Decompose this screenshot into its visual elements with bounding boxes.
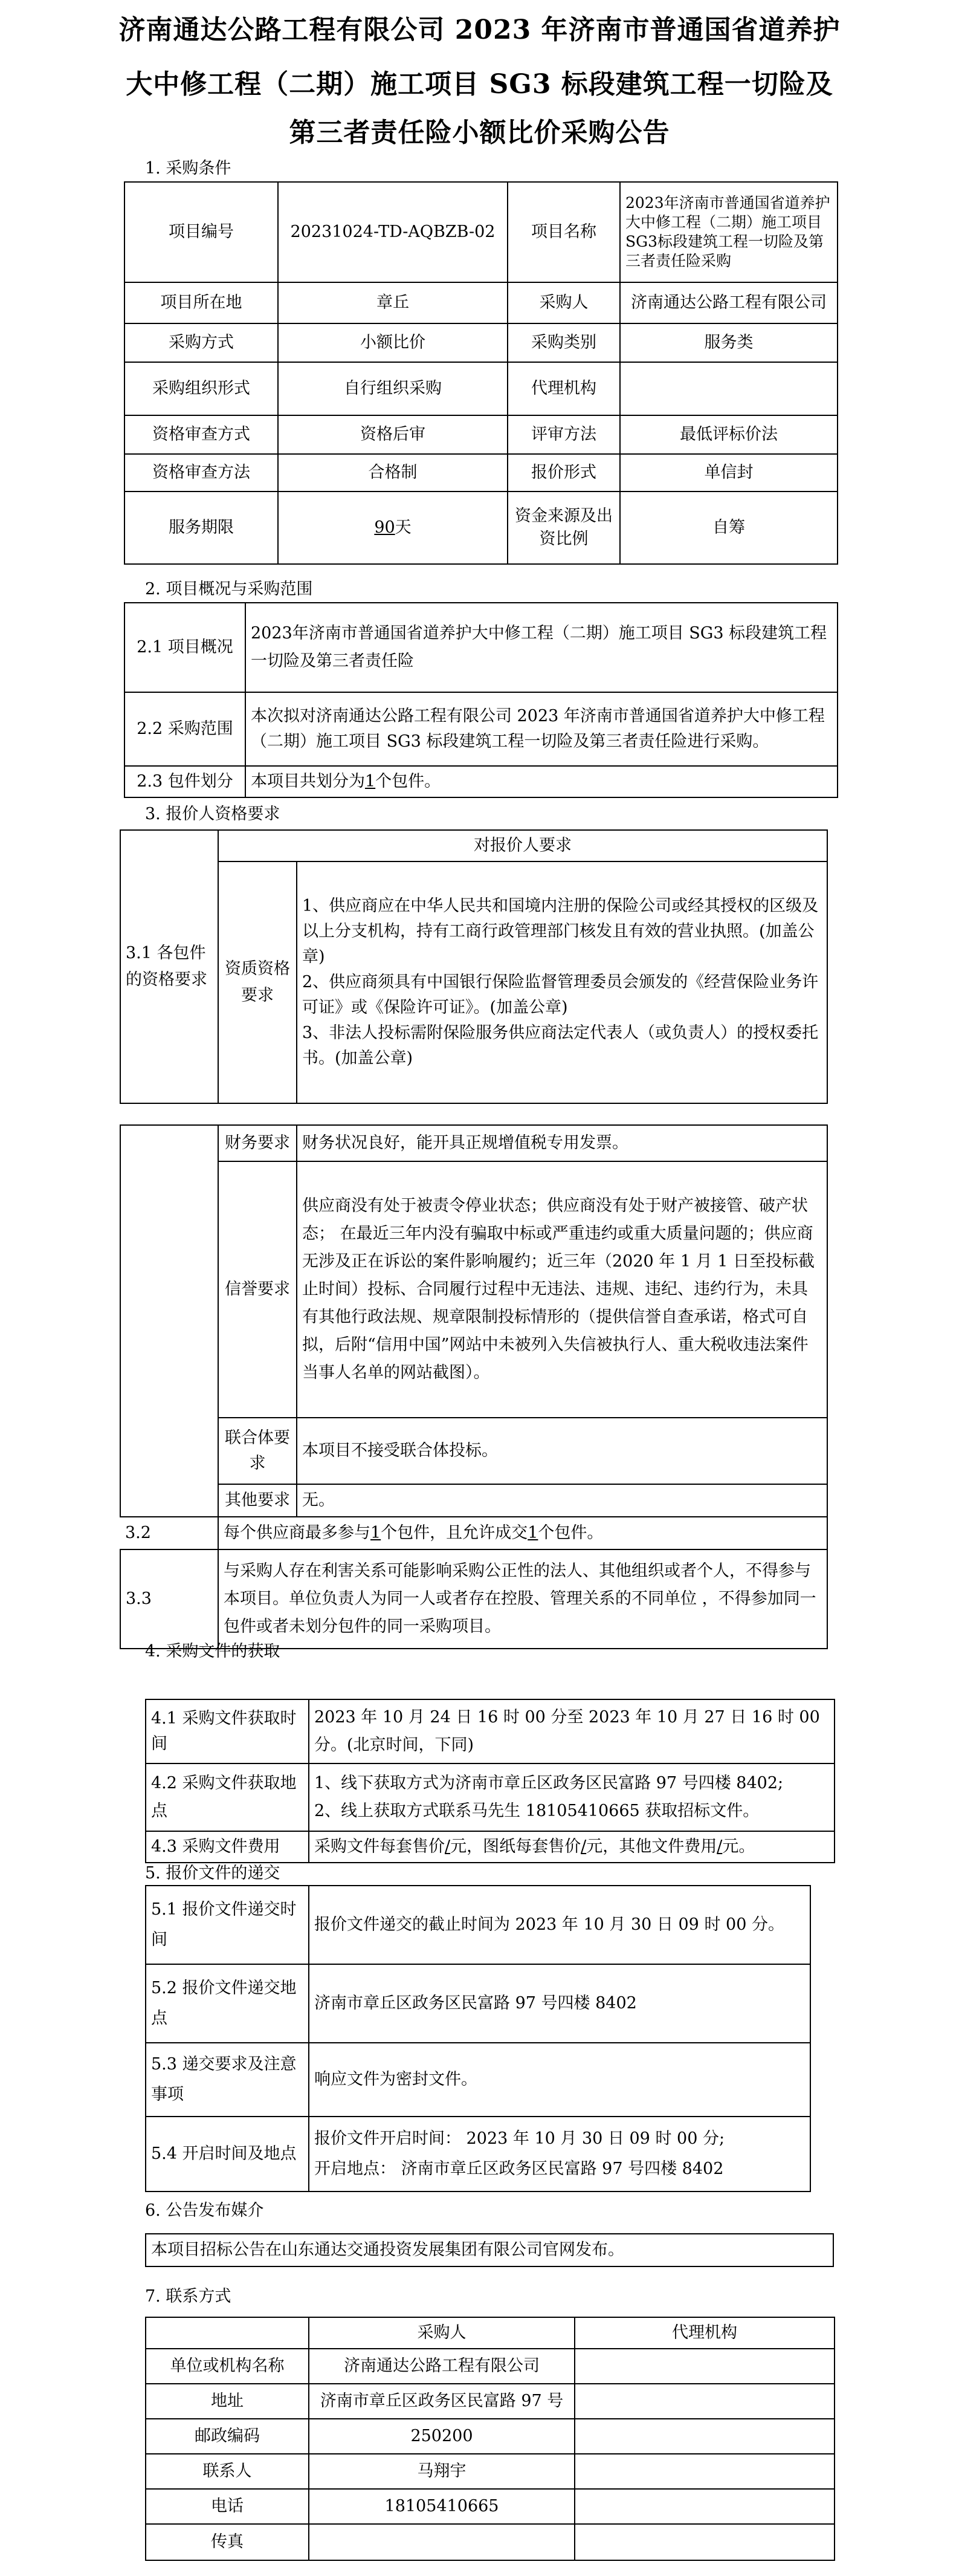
document-fee-cell	[309, 1831, 835, 1863]
table-cell: 代理机构	[575, 2317, 835, 2349]
title-line-2: 大中修工程（二期）施工项目 SG3 标段建筑工程一切险及	[126, 69, 833, 100]
package-count: 1	[365, 772, 376, 791]
table-cell: 18105410665	[309, 2489, 575, 2524]
table-cell: 联合体要求	[218, 1418, 297, 1484]
service-days-unit: 天	[395, 518, 412, 537]
table-cell: 项目编号	[124, 182, 278, 282]
table-row	[146, 2043, 810, 2117]
table-cell: 资格审查方法	[124, 454, 278, 492]
table-row	[146, 2489, 835, 2524]
table-cell: 采购人	[508, 282, 620, 323]
list-item: 2、供应商须具有中国银行保险监督管理委员会颁发的《经营保险业务许可证》或《保险许可证》。(加盖公章)	[302, 973, 819, 1017]
table-cell: 采购类别	[508, 323, 620, 362]
table-cell: 采购人	[309, 2317, 575, 2349]
table-row	[146, 1886, 810, 1964]
table-row	[124, 415, 838, 454]
section-5-heading: 5. 报价文件的递交	[145, 1864, 280, 1883]
section-2-heading: 2. 项目概况与采购范围	[145, 580, 313, 599]
table-cell: 马翔宇	[309, 2454, 575, 2489]
table-row	[120, 1549, 827, 1649]
table-row	[146, 1763, 835, 1831]
table-row	[146, 2524, 835, 2560]
section-6-heading: 6. 公告发布媒介	[145, 2201, 264, 2220]
table-cell: 济南市章丘区政务区民富路 97 号四楼 8402	[309, 1964, 810, 2043]
table-row	[124, 323, 838, 362]
table-cell	[309, 2524, 575, 2560]
title-line-1: 济南通达公路工程有限公司 2023 年济南市普通国省道养护	[118, 15, 841, 45]
table-cell: 传真	[146, 2524, 309, 2560]
max-packages: 1	[370, 1523, 381, 1542]
list-item: 1、供应商应在中华人民共和国境内注册的保险公司或经其授权的区级及以上分支机构，持有工商行政管理部门核发且有效的营业执照。(加盖公章)	[302, 897, 819, 966]
table-cell	[575, 2454, 835, 2489]
text: 个包件。	[375, 772, 441, 791]
table-cell	[575, 2384, 835, 2419]
table-cell: 报价文件递交的截止时间为 2023 年 10 月 30 日 09 时 00 分。	[309, 1886, 810, 1964]
table-cell: 2023年济南市普通国省道养护大中修工程（二期）施工项目SG3标段建筑工程一切险及第三者责任险采购	[620, 182, 838, 282]
table-cell: 自筹	[620, 492, 838, 564]
table-cell: 资格后审	[278, 415, 508, 454]
table-row	[124, 454, 838, 492]
table-row	[146, 2419, 835, 2454]
other-fee: /	[717, 1837, 723, 1856]
table-cell: 济南通达公路工程有限公司	[620, 282, 838, 323]
document-acquisition-table	[145, 1699, 835, 1863]
title-line-3: 第三者责任险小额比价采购公告	[289, 117, 670, 148]
table-cell: 联系人	[146, 2454, 309, 2489]
table-cell: 资质资格要求	[218, 861, 297, 1103]
table-row	[124, 766, 838, 797]
table-cell: 20231024-TD-AQBZB-02	[278, 182, 508, 282]
max-awards: 1	[528, 1523, 538, 1542]
table-cell: 其他要求	[218, 1484, 297, 1517]
table-cell: 合格制	[278, 454, 508, 492]
table-row	[146, 2384, 835, 2419]
table-cell: 资格审查方式	[124, 415, 278, 454]
section-3-heading: 3. 报价人资格要求	[145, 805, 280, 823]
table-cell: 3.3	[120, 1549, 218, 1649]
table-row	[120, 1418, 827, 1484]
doc-price: /	[445, 1837, 451, 1856]
table-row	[146, 1964, 810, 2043]
table-row	[124, 282, 838, 323]
table-cell: 项目名称	[508, 182, 620, 282]
table-row	[146, 2349, 835, 2384]
package-division-cell	[245, 766, 838, 797]
table-cell: 本项目不接受联合体投标。	[297, 1418, 827, 1484]
table-cell: 信誉要求	[218, 1161, 297, 1418]
table-cell: 济南通达公路工程有限公司	[309, 2349, 575, 2384]
table-row	[146, 2117, 810, 2192]
list-item: 3、非法人投标需附保险服务供应商法定代表人（或负责人）的授权委托书。(加盖公章)	[302, 1024, 819, 1068]
table-cell: 最低评标价法	[620, 415, 838, 454]
table-cell	[575, 2524, 835, 2560]
service-days: 90	[374, 518, 395, 537]
table-cell: 2023年济南市普通国省道养护大中修工程（二期）施工项目 SG3 标段建筑工程一切险及第三者责任险	[245, 603, 838, 692]
table-cell: 评审方法	[508, 415, 620, 454]
table-row	[124, 692, 838, 766]
list-item: 2、线上获取方式联系马先生 18105410665 获取招标文件。	[314, 1802, 760, 1820]
drawing-price: /	[581, 1837, 587, 1856]
table-cell: 济南市章丘区政务区民富路 97 号	[309, 2384, 575, 2419]
table-cell: 3.2	[120, 1517, 218, 1549]
table-cell: 财务状况良好，能开具正规增值税专用发票。	[297, 1125, 827, 1161]
text: 采购文件每套售价	[314, 1837, 445, 1856]
table-cell	[620, 362, 838, 415]
table-row	[146, 2454, 835, 2489]
table-cell: 自行组织采购	[278, 362, 508, 415]
table-row	[146, 1831, 835, 1863]
table-row	[120, 861, 827, 1103]
section-1-heading: 1. 采购条件	[145, 159, 231, 178]
acquisition-place-cell	[309, 1763, 835, 1831]
table-cell: 5.4 开启时间及地点	[146, 2117, 309, 2192]
contact-table	[145, 2317, 835, 2561]
table-row	[124, 492, 838, 564]
table-row	[120, 1484, 827, 1517]
table-cell: 4.3 采购文件费用	[146, 1831, 309, 1863]
text: 个包件。	[538, 1523, 604, 1542]
table-cell: 2.3 包件划分	[124, 766, 245, 797]
table-cell: 单位或机构名称	[146, 2349, 309, 2384]
section-7-heading: 7. 联系方式	[145, 2287, 231, 2306]
table-cell: 地址	[146, 2384, 309, 2419]
table-row	[124, 362, 838, 415]
table-cell: 邮政编码	[146, 2419, 309, 2454]
table-cell	[575, 2349, 835, 2384]
table-cell: 报价形式	[508, 454, 620, 492]
table-cell: 对报价人要求	[218, 830, 827, 861]
table-cell: 服务期限	[124, 492, 278, 564]
opening-time: 报价文件开启时间： 2023 年 10 月 30 日 09 时 00 分;	[314, 2129, 725, 2148]
media-table	[145, 2233, 834, 2267]
table-cell: 项目所在地	[124, 282, 278, 323]
text: 元，图纸每套售价	[450, 1837, 581, 1856]
text: 元，其他文件费用	[586, 1837, 717, 1856]
table-row	[120, 1517, 827, 1549]
table-row	[124, 182, 838, 282]
table-cell: 5.2 报价文件递交地点	[146, 1964, 309, 2043]
opening-place: 开启地点： 济南市章丘区政务区民富路 97 号四楼 8402	[314, 2159, 724, 2178]
table-cell: 与采购人存在利害关系可能影响采购公正性的法人、其他组织或者个人，不得参与本项目。单位负责人为同一人或者存在控股、管理关系的不同单位 ，不得参加同一包件或者未划分包件的同一采购项目。	[218, 1549, 827, 1649]
table-cell: 4.2 采购文件获取地点	[146, 1763, 309, 1831]
service-period-cell	[278, 492, 508, 564]
table-cell: 财务要求	[218, 1125, 297, 1161]
qualification-table-b	[120, 1124, 828, 1649]
table-row	[120, 1125, 827, 1161]
procurement-conditions-table	[124, 181, 838, 565]
submission-table	[145, 1885, 811, 2192]
table-cell: 采购方式	[124, 323, 278, 362]
table-row	[146, 2317, 835, 2349]
opening-cell	[309, 2117, 810, 2192]
table-row	[146, 1699, 835, 1763]
table-cell: 代理机构	[508, 362, 620, 415]
list-item: 1、线下获取方式为济南市章丘区政务区民富路 97 号四楼 8402;	[314, 1774, 784, 1792]
table-cell: 无。	[297, 1484, 827, 1517]
table-cell	[146, 2317, 309, 2349]
qualification-list	[297, 861, 827, 1103]
table-cell: 资金来源及出资比例	[508, 492, 620, 564]
text: 本项目共划分为	[251, 772, 365, 791]
text: 个包件，且允许成交	[381, 1523, 528, 1542]
text: 元。	[722, 1837, 755, 1856]
table-cell: 250200	[309, 2419, 575, 2454]
table-cell	[575, 2489, 835, 2524]
table-cell: 响应文件为密封文件。	[309, 2043, 810, 2117]
text: 每个供应商最多参与	[224, 1523, 370, 1542]
table-cell: 2.1 项目概况	[124, 603, 245, 692]
table-cell: 采购组织形式	[124, 362, 278, 415]
project-overview-table	[124, 602, 838, 798]
rule-3-2-cell	[218, 1517, 827, 1549]
table-row	[146, 2234, 833, 2266]
table-cell: 2.2 采购范围	[124, 692, 245, 766]
table-cell: 章丘	[278, 282, 508, 323]
table-row	[120, 830, 827, 861]
table-cell: 5.3 递交要求及注意事项	[146, 2043, 309, 2117]
table-cell: 本项目招标公告在山东通达交通投资发展集团有限公司官网发布。	[146, 2234, 833, 2266]
table-cell: 服务类	[620, 323, 838, 362]
table-cell: 供应商没有处于被责令停业状态；供应商没有处于财产被接管、破产状态； 在最近三年内没有骗取中标或严重违约或重大质量问题的；供应商无涉及正在诉讼的案件影响履约；近三年（2020 年 1 月 1 日至投标截止时间）投标、合同履行过程中无违法、违规、违纪、违约行为，未具有其他行政法规、规章限制投标情形的（提供信誉自查承诺，格式可自拟，后附“信用中国”网站中未被列入失信被执行人、重大税收违法案件当事人名单的网站截图）。	[297, 1161, 827, 1418]
qualification-table-a	[120, 829, 828, 1104]
table-cell: 5.1 报价文件递交时间	[146, 1886, 309, 1964]
table-cell	[120, 1125, 218, 1517]
table-cell: 小额比价	[278, 323, 508, 362]
table-cell: 电话	[146, 2489, 309, 2524]
section-4-heading: 4. 采购文件的获取	[145, 1642, 280, 1661]
table-cell	[575, 2419, 835, 2454]
table-row	[124, 603, 838, 692]
table-row	[120, 1161, 827, 1418]
table-cell: 2023 年 10 月 24 日 16 时 00 分至 2023 年 10 月 27 日 16 时 00 分。(北京时间，下同)	[309, 1699, 835, 1763]
table-cell: 4.1 采购文件获取时间	[146, 1699, 309, 1763]
table-cell: 本次拟对济南通达公路工程有限公司 2023 年济南市普通国省道养护大中修工程（二期）施工项目 SG3 标段建筑工程一切险及第三者责任险进行采购。	[245, 692, 838, 766]
table-cell: 3.1 各包件的资格要求	[120, 830, 218, 1103]
table-cell: 单信封	[620, 454, 838, 492]
